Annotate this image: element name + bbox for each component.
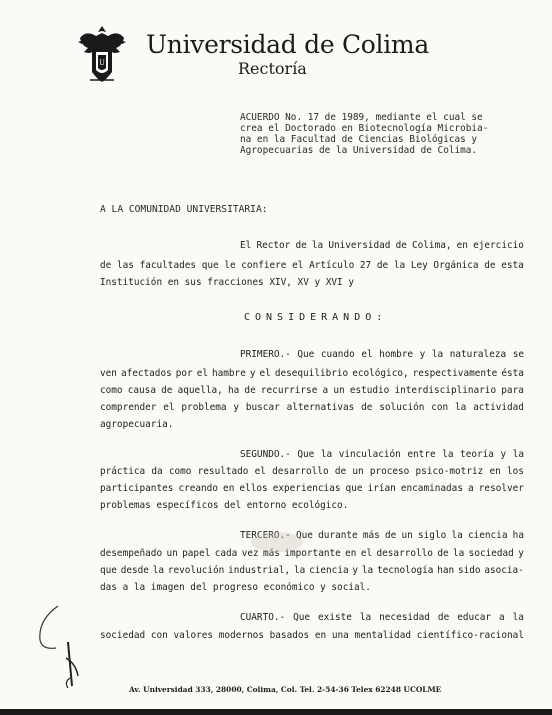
word: la	[393, 260, 406, 271]
word: recurrirse	[260, 385, 318, 396]
word: ellos	[239, 483, 268, 494]
word: comprender	[100, 402, 157, 413]
word: una	[331, 630, 349, 641]
word: y	[233, 402, 240, 413]
word: importante	[284, 548, 341, 559]
word: desequilibrio	[274, 368, 349, 379]
word: la	[359, 612, 372, 623]
word: irían	[367, 483, 396, 494]
word: de	[376, 260, 389, 271]
intro-line	[100, 260, 524, 271]
word: TERCERO.-	[240, 530, 291, 541]
word: un	[401, 530, 413, 541]
word: Que	[297, 349, 315, 360]
word: Ley	[410, 260, 428, 271]
word: un	[352, 466, 364, 477]
line-text: problemas específicos del entorno ecológico.	[100, 500, 349, 511]
word: en	[489, 466, 501, 477]
word: ha	[227, 385, 240, 396]
word: Universidad	[328, 240, 391, 251]
word: existe	[318, 612, 352, 623]
word: el	[292, 260, 304, 271]
word: entre	[407, 449, 436, 460]
cuarto-line	[100, 630, 524, 641]
word: a	[468, 483, 474, 494]
word: PRIMERO.-	[240, 349, 291, 360]
segundo-line	[100, 500, 524, 511]
word: el	[259, 368, 271, 379]
word: valores	[173, 630, 214, 641]
intro-line	[240, 240, 524, 251]
word: modernos	[218, 630, 264, 641]
word: confiere	[241, 260, 287, 271]
word: la	[361, 565, 374, 576]
word: la	[512, 449, 524, 460]
salutation: A LA COMUNIDAD UNIVERSITARIA:	[100, 204, 268, 215]
word: le	[224, 260, 236, 271]
page-bottom-edge	[0, 709, 552, 715]
office-name: Rectoría	[238, 59, 307, 78]
word: sido	[457, 565, 481, 576]
word: proceso	[369, 466, 410, 477]
acuerdo-line: na en la Facultad de Ciencias Biológicas y	[240, 134, 478, 145]
word: tecnología	[376, 565, 434, 576]
word: El	[240, 240, 252, 251]
word: experiencias	[272, 483, 341, 494]
word: con	[431, 402, 449, 413]
word: necesidad	[379, 612, 430, 623]
word: durante	[318, 530, 358, 541]
word: Que	[297, 449, 315, 460]
word: esta	[501, 260, 524, 271]
word: el	[254, 466, 266, 477]
tercero-line	[100, 582, 524, 593]
word: revolución	[167, 565, 225, 576]
word: la	[311, 240, 324, 251]
word: Colima,	[412, 240, 452, 251]
acuerdo-line: ACUERDO No. 17 de 1989, mediante el cual se	[240, 112, 483, 123]
word: la	[431, 349, 444, 360]
word: las	[116, 260, 134, 271]
word: naturaleza	[449, 349, 507, 360]
word: de	[295, 240, 307, 251]
word: siglo	[418, 530, 447, 541]
word: para	[501, 385, 524, 396]
word: ven	[100, 368, 117, 379]
word: los	[506, 466, 524, 477]
word: asocia-	[484, 565, 524, 576]
university-name: Universidad de Colima	[146, 30, 429, 59]
word: en	[223, 483, 235, 494]
acuerdo-line: Agropecuarias de la Universidad de Colima.	[240, 145, 478, 156]
word: se	[512, 349, 524, 360]
word: desarrollo	[272, 466, 329, 477]
word: resolver	[478, 483, 524, 494]
word: Que	[293, 612, 311, 623]
university-crest-icon	[76, 22, 128, 84]
word: de	[385, 530, 397, 541]
word: que	[100, 565, 117, 576]
word: por	[175, 368, 193, 379]
word: encaminadas	[400, 483, 463, 494]
word: de	[100, 260, 112, 271]
word: afectados	[120, 368, 172, 379]
word: y	[352, 565, 359, 576]
word: cada	[214, 548, 238, 559]
word: que	[201, 260, 219, 271]
word: vinculación	[338, 449, 401, 460]
word: CUARTO.-	[240, 612, 286, 623]
primero-line	[100, 368, 524, 379]
word: en	[345, 548, 357, 559]
handwritten-mark	[28, 598, 108, 690]
word: y	[500, 449, 507, 460]
word: de	[437, 548, 449, 559]
word: de	[361, 402, 373, 413]
word: la	[455, 402, 467, 413]
word: de	[437, 612, 450, 623]
word: en	[456, 240, 468, 251]
word: hombre	[379, 349, 414, 360]
word: Que	[296, 530, 313, 541]
word: el	[196, 368, 208, 379]
word: ésta	[501, 368, 524, 379]
word: solución	[379, 402, 425, 413]
tercero-line	[100, 565, 524, 576]
word: educar	[457, 612, 492, 623]
word: el	[360, 548, 373, 559]
word: de	[484, 260, 496, 271]
word: papel	[182, 548, 211, 559]
word: la	[453, 548, 465, 559]
word: causa	[127, 385, 156, 396]
word: la	[320, 449, 333, 460]
footer-address: Av. Universidad 333, 28000, Colima, Col. Tel. 2-54-36 Telex 62248 UCOLME	[129, 685, 442, 694]
word: han	[437, 565, 455, 576]
word: la	[294, 565, 306, 576]
word: estudio	[349, 385, 390, 396]
word: a	[322, 385, 329, 396]
segundo-line	[100, 466, 524, 477]
word: práctica	[100, 466, 146, 477]
word: a	[499, 612, 505, 623]
word: respectivamente	[412, 368, 498, 379]
word: de	[161, 385, 173, 396]
segundo-line	[240, 449, 524, 460]
segundo-line	[100, 483, 524, 494]
word: ejercicio	[473, 240, 524, 251]
primero-line	[240, 349, 524, 360]
word: la	[512, 612, 524, 623]
word: y	[419, 349, 426, 360]
intro-line	[100, 277, 524, 288]
acuerdo-summary	[240, 112, 520, 156]
word: desempeñado	[100, 548, 163, 559]
word: interdisciplinario	[394, 385, 497, 396]
word: el	[163, 402, 175, 413]
word: sociedad	[100, 630, 146, 641]
word: 27	[359, 260, 372, 271]
primero-line	[100, 385, 524, 396]
word: resultado	[197, 466, 249, 477]
word: SEGUNDO.-	[240, 449, 291, 460]
word: sociedad	[468, 548, 514, 559]
word: un	[333, 385, 345, 396]
word: como	[100, 385, 123, 396]
acuerdo-line: crea el Doctorado en Biotecnología Microbia-	[240, 123, 489, 134]
word: en	[314, 630, 327, 641]
word: ciencia	[467, 530, 508, 541]
word: desarrollo	[376, 548, 433, 559]
word: buscar	[245, 402, 280, 413]
word: de	[334, 466, 347, 477]
word: Rector	[256, 240, 291, 251]
word: hambre	[211, 368, 246, 379]
word: y	[518, 548, 524, 559]
tercero-line	[100, 548, 524, 559]
word: que	[345, 483, 363, 494]
word: actividad	[473, 402, 524, 413]
word: la	[451, 530, 463, 541]
line-text: agropecuaria.	[100, 419, 174, 430]
word: ecológico,	[352, 368, 409, 379]
considerando-heading: CONSIDERANDO:	[244, 312, 388, 323]
word: cuando	[320, 349, 355, 360]
primero-line	[100, 402, 524, 413]
line-text: das a la imagen del progreso económico y social.	[100, 582, 371, 593]
word: desde	[120, 565, 149, 576]
word: la	[442, 449, 454, 460]
word: vez	[241, 548, 259, 559]
word: ha	[512, 530, 524, 541]
word: y	[249, 368, 256, 379]
word: creando	[178, 483, 218, 494]
word: un	[166, 548, 178, 559]
word: participantes	[100, 483, 174, 494]
svg-text:U: U	[99, 59, 105, 67]
word: mentalidad	[354, 630, 411, 641]
word: problema	[181, 402, 227, 413]
cuarto-line	[240, 612, 524, 623]
word: como	[168, 466, 192, 477]
line-text: Institución en sus fracciones XIV, XV y XVI y	[100, 277, 354, 288]
word: facultades	[139, 260, 197, 271]
word: teoría	[460, 449, 494, 460]
word: más	[362, 530, 380, 541]
word: industrial,	[228, 565, 291, 576]
primero-line	[100, 419, 524, 430]
word: alternativas	[286, 402, 355, 413]
ink-smudge	[247, 526, 307, 556]
word: Artículo	[309, 260, 355, 271]
word: ciencia	[309, 565, 349, 576]
word: aquella,	[177, 385, 223, 396]
word: basados	[269, 630, 310, 641]
word: de	[244, 385, 256, 396]
word: la	[152, 565, 165, 576]
word: científico-racional	[416, 630, 524, 641]
word: de	[395, 240, 407, 251]
word: más	[263, 548, 280, 559]
word: con	[150, 630, 168, 641]
word: el	[361, 349, 373, 360]
word: da	[151, 466, 163, 477]
word: psico-motriz	[415, 466, 484, 477]
word: Orgánica	[433, 260, 479, 271]
